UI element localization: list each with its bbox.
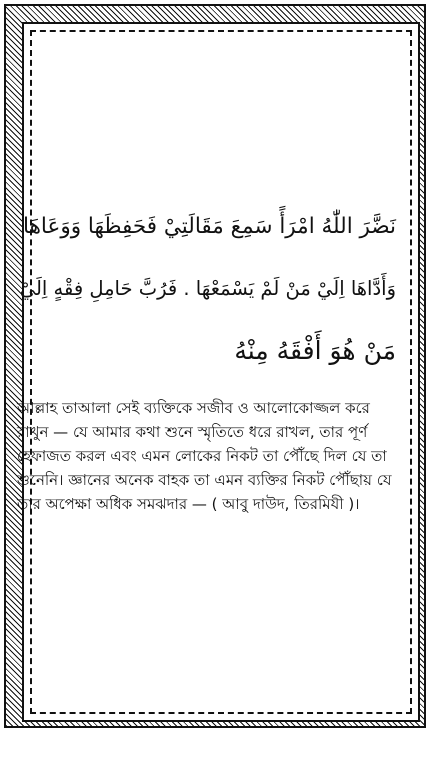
- bengali-translation: [17, 396, 399, 516]
- translation-line: তার অপেক্ষা অধিক সমঝদার — ( আবু দাউদ, তিরমিযী )।: [17, 495, 360, 513]
- translation-line: রাখুন — যে আমার কথা শুনে স্মৃতিতে ধরে রাখল, তার পূর্ণ: [17, 423, 368, 441]
- translation-line: আল্লাহ তাআলা সেই ব্যক্তিকে সজীব ও আলোকোজ্জল করে: [17, 399, 370, 417]
- translation-line: শুনেনি। জ্ঞানের অনেক বাহক তা এমন ব্যক্তির নিকট পৌঁছায় যে: [17, 471, 392, 489]
- arabic-line: نَضَّرَ اللّٰهُ امْرَأً سَمِعَ مَقَالَتِيْ فَحَفِظَهَا وَوَعَاهَا: [23, 214, 396, 239]
- arabic-hadith-text: [20, 196, 396, 382]
- arabic-line: وَأَدَّاهَا اِلَيْ مَنْ لَمْ يَسْمَعْهَا . فَرُبَّ حَامِلِ فِقْهٍ اِلَيْ: [19, 277, 396, 300]
- translation-line: হেফাজত করল এবং এমন লোকের নিকট তা পৌঁছে দিল যে তা: [17, 447, 387, 465]
- arabic-line: مَنْ هُوَ أَفْقَهُ مِنْهُ: [234, 336, 396, 365]
